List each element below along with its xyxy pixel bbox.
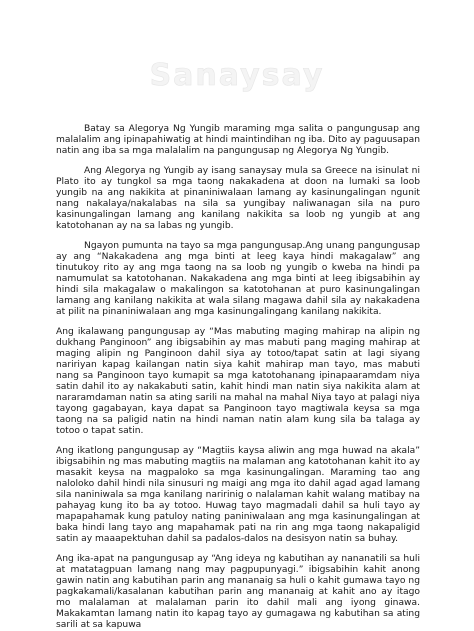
watermark-logo: Sanaysay [149, 58, 325, 93]
paragraph-summary: Ang Alegorya ng Yungib ay isang sanaysay mula sa Greece na isinulat ni Plato ito ay tungkol sa mga taong nakakadena at doon na lumaki sa loob yungib na ang nakikita at pinaniniwalaan lamang ay kasinungalingan ngunit nang nakalaya/nakalabas na sila sa yungibay naliwanagan sila na puro kasinungalingan lamang ang kanilang nakikita sa loob ng yungib at ang katotohanan ay na sa labas ng yungib. [56, 166, 420, 231]
paragraph-fourth-sentence: Ang ika-apat na pangungusap ay “Ang ideya ng kabutihan ay nananatili sa huli at matatagpuan lamang nang may pagpupunyagi.” ibigsabihin kahit anong gawin natin ang kabutihan parin ang mananaig sa huli o kahit gumawa tayo ng pagkakamali/kasalanan kabutihan parin ang mananaig at kahit ano ay itago mo malalaman at malalaman parin ito dahil mali ang iyong ginawa. Makakamtan lamang natin ito kapag tayo ay gumagawa ng kabutihan sa ating sarili at sa kapuwa [56, 554, 420, 630]
paragraph-second-sentence: Ang ikalawang pangungusap ay “Mas mabuting maging mahirap na alipin ng dukhang Panginoon” ang ibigsabihin ay mas mabuti pang maging mahirap at maging alipin ng Panginoon dahil siya ay totoo/tapat satin at lagi siyang naririyan kapag kailangan natin siya kahit mahirap man tayo, mas mabuti nang sa Panginoon tayo kumapit sa mga katotohanang ipinapaaramdam niya satin dahil ito ay nakakabuti satin, kahit hindi man natin siya nakikita alam at nararamdaman natin sa ating sarili na mahal na mahal Niya tayo at palagi niya tayong gagabayan, kaya dapat sa Panginoon tayo magtiwala keysa sa mga taong na sa paligid natin na hindi naman natin alam kung sila ba talaga ay totoo o tapat satin. [56, 327, 420, 436]
essay-body [56, 124, 420, 631]
paragraph-intro: Batay sa Alegorya Ng Yungib maraming mga salita o pangungusap ang malalalim ang ipinapahiwatig at hindi maintindihan ng iba. Dito ay paguusapan natin ang iba sa mga malalalim na pangungusap ng Alegorya Ng Yungib. [56, 124, 420, 156]
paragraph-third-sentence: Ang ikatlong pangungusap ay “Magtiis kaysa aliwin ang mga huwad na akala” ibigsabihin ng mas mabuting magtiis na malaman ang katotohanan kahit ito ay masakit keysa na magpaloko sa mga kasinungalingan. Maraming tao ang naloloko dahil hindi nila sinusuri ng maigi ang mga ito dahil agad agad lamang sila naniniwala sa mga kanilang naririnig o nalalaman kahit walang matibay na pahayag kung ito ba ay totoo. Huwag tayo magmadali dahil sa huli tayo ay mapapahamak kung patuloy nating paniniwalaan ang mga kasinungalingan at baka hindi lang tayo ang mapahamak pati na rin ang mga taong nakapaligid satin ay maaapektuhan dahil sa padalos-dalos na desisyon natin sa buhay. [56, 446, 420, 544]
paragraph-first-sentence: Ngayon pumunta na tayo sa mga pangungusap.Ang unang pangungusap ay ang “Nakakadena ang mga binti at leeg kaya hindi makagalaw” ang tinutukoy rito ay ang mga taong na sa loob ng yungib o kweba na hindi pa namumulat sa katotohanan. Nakakadena ang mga binti at leeg ibigsabihin ay hindi sila makagalaw o makalingon sa katotohanan at puro kasinungalingan lamang ang kanilang nakikita at wala silang magawa dahil sila ay nakakadena at pilit na pinaniniwalaan ang mga kasinungalingang kanilang nakikita. [56, 241, 420, 317]
